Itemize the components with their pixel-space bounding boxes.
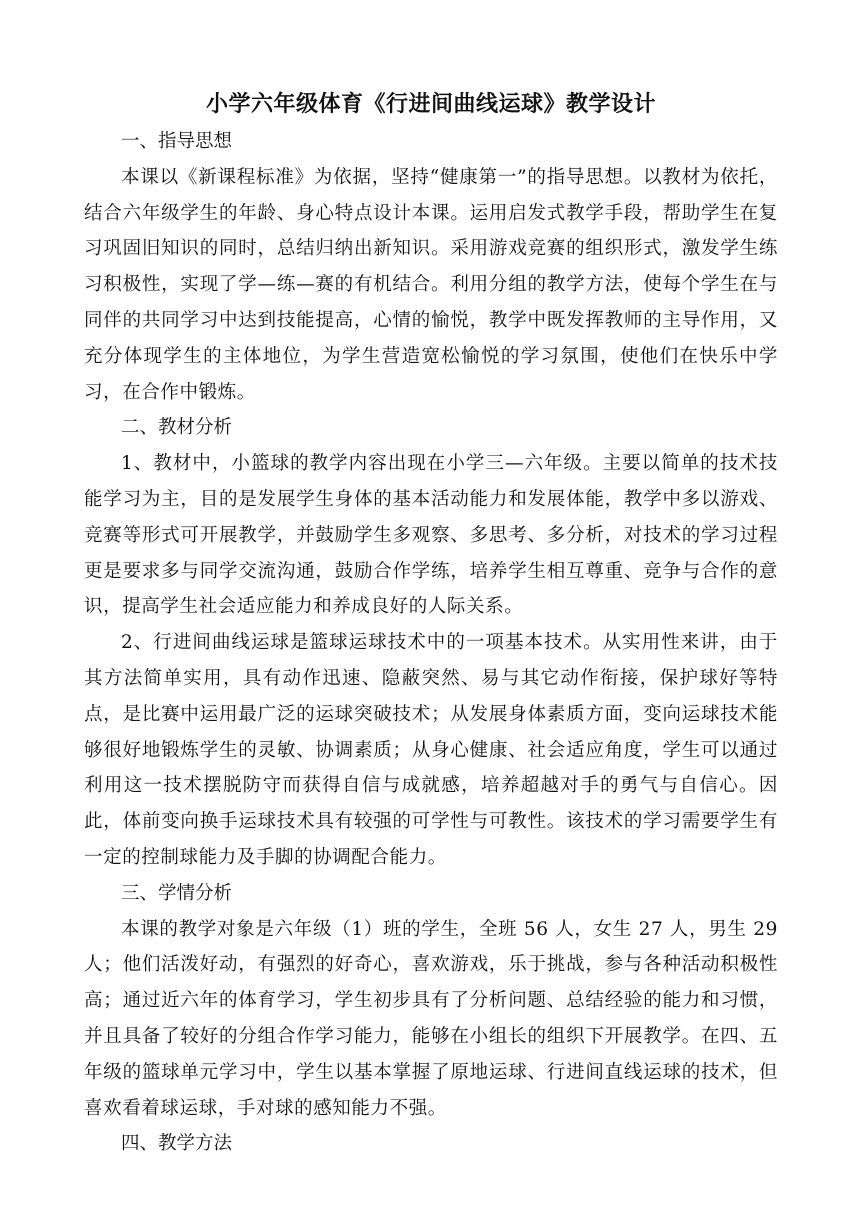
section-paragraph: 1、教材中，小篮球的教学内容出现在小学三—六年级。主要以简单的技术技能学习为主，目的是发展学生身体的基本活动能力和发展体能，教学中多以游戏、竞赛等形式可开展教学，并鼓励学生多观察、多思考、多分析，对技术的学习过程更是要求多与同学交流沟通，鼓励合作学练，培养学生相互尊重、竞争与合作的意识，提高学生社会适应能力和养成良好的人际关系。 xyxy=(84,453,778,618)
section-guiding-ideology xyxy=(84,124,778,410)
section-material-analysis xyxy=(84,410,778,875)
section-heading: 二、教材分析 xyxy=(121,417,233,439)
document-page xyxy=(84,86,778,1162)
section-heading: 四、教学方法 xyxy=(121,1133,233,1155)
section-paragraph: 本课的教学对象是六年级（1）班的学生，全班 56 人，女生 27 人，男生 29 人；他们活泼好动，有强烈的好奇心，喜欢游戏，乐于挑战，参与各种活动积极性高；通过近六年的体育学习，学生初步具有了分析问题、总结经验的能力和习惯，并且具备了较好的分组合作学习能力，能够在小组长的组织下开展教学。在四、五年级的篮球单元学习中，学生以基本掌握了原地运球、行进间直线运球的技术，但喜欢看着球运球，手对球的感知能力不强。 xyxy=(84,918,778,1119)
section-student-analysis xyxy=(84,876,778,1127)
section-paragraph: 本课以《新课程标准》为依据，坚持“健康第一”的指导思想。以教材为依托，结合六年级学生的年龄、身心特点设计本课。运用启发式教学手段，帮助学生在复习巩固旧知识的同时，总结归纳出新知识。采用游戏竞赛的组织形式，激发学生练习积极性，实现了学—练—赛的有机结合。利用分组的教学方法，使每个学生在与同伴的共同学习中达到技能提高，心情的愉悦，教学中既发挥教师的主导作用，又充分体现学生的主体地位，为学生营造宽松愉悦的学习氛围，使他们在快乐中学习，在合作中锻炼。 xyxy=(84,166,778,403)
section-paragraph: 2、行进间曲线运球是篮球运球技术中的一项基本技术。从实用性来讲，由于其方法简单实用，具有动作迅速、隐蔽突然、易与其它动作衔接，保护球好等特点，是比赛中运用最广泛的运球突破技术；从发展身体素质方面，变向运球技术能够很好地锻炼学生的灵敏、协调素质；从身心健康、社会适应角度，学生可以通过利用这一技术摆脱防守而获得自信与成就感，培养超越对手的勇气与自信心。因此，体前变向换手运球技术具有较强的可学性与可教性。该技术的学习需要学生有一定的控制球能力及手脚的协调配合能力。 xyxy=(84,632,778,868)
section-heading: 一、指导思想 xyxy=(121,131,233,152)
section-teaching-methods xyxy=(84,1126,778,1162)
document-title: 小学六年级体育《行进间曲线运球》教学设计 xyxy=(205,91,656,117)
section-heading: 三、学情分析 xyxy=(121,882,233,904)
